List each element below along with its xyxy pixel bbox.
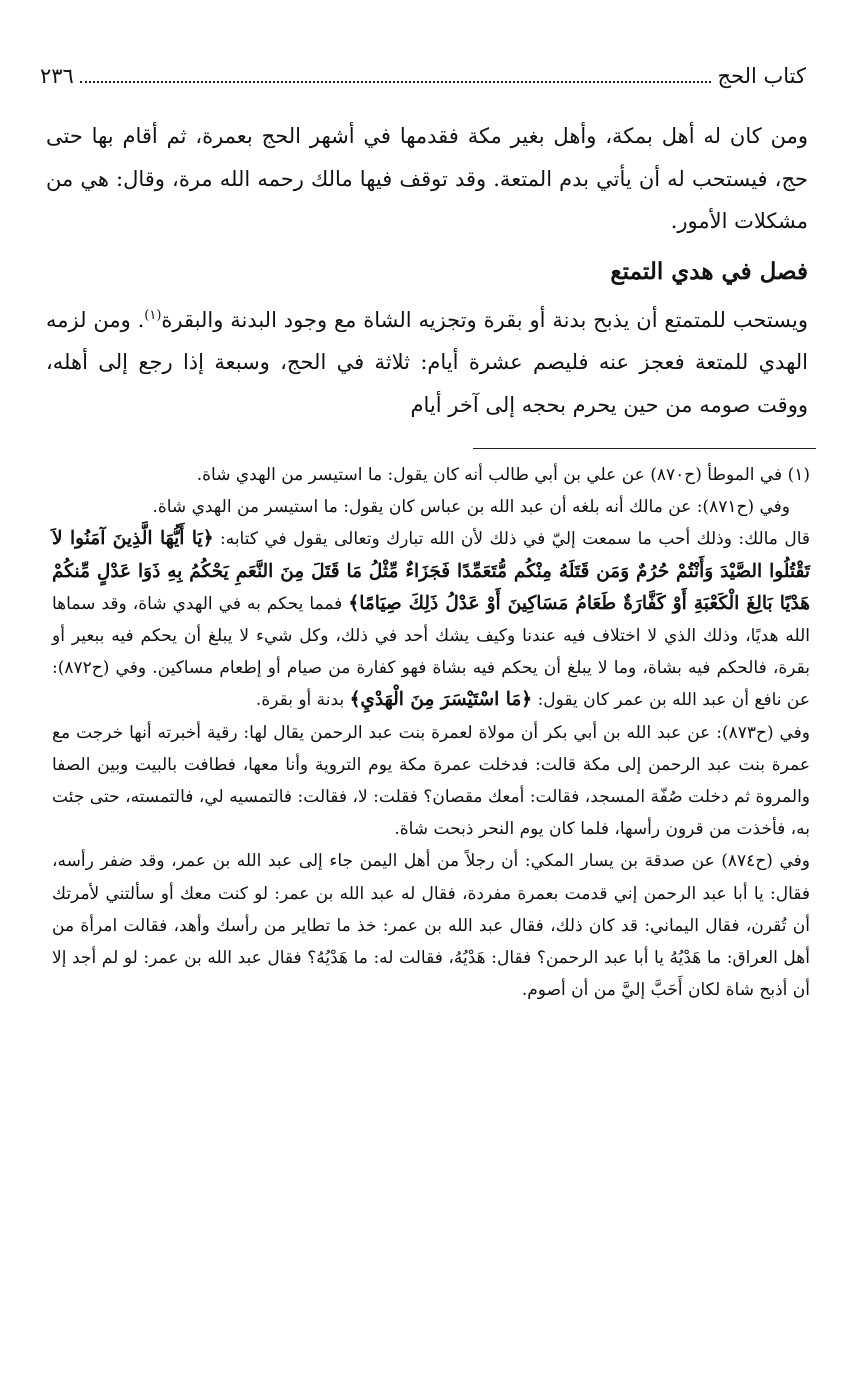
footnote-3 [52, 523, 810, 716]
running-header [40, 55, 806, 91]
footnote-reference[interactable]: (١) [144, 307, 162, 323]
quran-verse-2: ﴿مَا اسْتَيْسَرَ مِنَ الْهَدْيِ﴾ [349, 689, 533, 711]
footnote-2: وفي (ح٨٧١): عن مالك أنه بلغه أن عبد الله بن عباس كان يقول: ما استيسر من الهدي شاة. [152, 497, 790, 518]
header-dot-leader [80, 80, 712, 83]
footnote-1: (١) في الموطأ (ح٨٧٠) عن علي بن أبي طالب أنه كان يقول: ما استيسر من الهدي شاة. [196, 465, 810, 485]
footnote-3-start: قال مالك: وذلك أحب ما سمعت إليّ في ذلك لأن الله تبارك وتعالى يقول في كتابه: [219, 529, 810, 550]
footnote-5: وفي (ح٨٧٤) عن صدقة بن يسار المكي: أن رجلاً من أهل اليمن جاء إلى عبد الله بن عمر، وقد ضفر رأسه، فقال: يا أبا عبد الرحمن إني قدمت بعمرة مفردة، فقال له عبد الله بن عمر: لو كنت معك أو سألتني لأمرتك أن تُقرن، فقال اليماني: قد كان ذلك، فقال عبد الله بن عمر: خذ ما تطاير من رأسك وأهد، فقالت امرأة من أهل العراق: ما هَدْيُهُ يا أبا عبد الرحمن؟ فقال: هَدْيُهُ، فقالت له: ما هَدْيُهُ؟ فقال عبد الله بن عمر: لو لم أجد إلا أن أذبح شاة لكان أَحَبَّ إليَّ من أن أصوم. [52, 851, 810, 1001]
section-heading: فصل في هدي التمتع [610, 257, 808, 285]
paragraph-1: ومن كان له أهل بمكة، وأهل بغير مكة فقدمها في أشهر الحج بعمرة، ثم أقام بها حتى حج، فيستحب له أن يأتي بدم المتعة. وقد توقف فيها مالك رحمه الله مرة، وقال: هي من مشكلات الأمور. [46, 124, 808, 233]
footnote-4: وفي (ح٨٧٣): عن عبد الله بن أبي بكر أن مولاة لعمرة بنت عبد الرحمن يقال لها: رقية أخبرته أنها خرجت مع عمرة بنت عبد الرحمن إلى مكة قالت: فدخلت عمرة مكة يوم التروية وأنا معها، فطافت بالبيت وبين الصفا والمروة ثم دخلت صُفّة المسجد، فقالت: أمعك مقصان؟ فقلت: لا، فقالت: فالتمسيه لي، فالتمسته، حتى جئت به، فأخذت من قرون رأسها، فلما كان يوم النحر ذبحت شاة. [52, 722, 810, 840]
footnote-3-mid: فمما يحكم به في الهدي شاة، وقد سماها الله هديًا، وذلك الذي لا اختلاف فيه عندنا وكيف يشك أحد في ذلك، وكل شيء لا يبلغ أن يحكم فيه ببعير أو بقرة، فالحكم فيه بشاة، وما لا يبلغ أن يحكم فيه بشاة فهو كفارة من صيام أو إطعام مساكين. وفي (ح٨٧٢): عن نافع أن عبد الله بن عمر كان يقول: [52, 593, 810, 711]
quran-verse: ﴿يَا أَيُّهَا الَّذِينَ آمَنُوا لاَ تَقْتُلُوا الصَّيْدَ وَأَنْتُمْ حُرُمٌ وَمَن قَتَلَهُ مِنْكُم مُّتَعَمِّدًا فَجَزَاءٌ مِّثْلُ مَا قَتَلَ مِنَ النَّعَمِ يَحْكُمُ بِهِ ذَوَا عَدْلٍ مِّنكُمْ هَدْيًا بَالِغَ الْكَعْبَةِ أَوْ كَفَّارَةٌ طَعَامُ مَسَاكِينَ أَوْ عَدْلُ ذَلِكَ صِيَامًا﴾ [52, 528, 811, 614]
footnotes [40, 459, 816, 1006]
paragraph-2-end: . ومن لزمه الهدي للمتعة فعجز عنه فليصم عشرة أيام: ثلاثة في الحج، وسبعة إذا رجع إلى أهله، ووقت صومه من حين يحرم بحجه إلى آخر أيام [46, 307, 808, 417]
footnote-divider [473, 448, 816, 449]
footnote-3-end: بدنة أو بقرة. [255, 690, 345, 711]
book-page [40, 55, 816, 1006]
paragraph-2 [46, 299, 808, 427]
page-number: ٢٣٦ [40, 64, 74, 88]
chapter-title: كتاب الحج [717, 64, 806, 88]
main-text [40, 115, 816, 426]
paragraph-2-start: ويستحب للمتمتع أن يذبح بدنة أو بقرة وتجزيه الشاة مع وجود البدنة والبقرة [161, 307, 808, 332]
